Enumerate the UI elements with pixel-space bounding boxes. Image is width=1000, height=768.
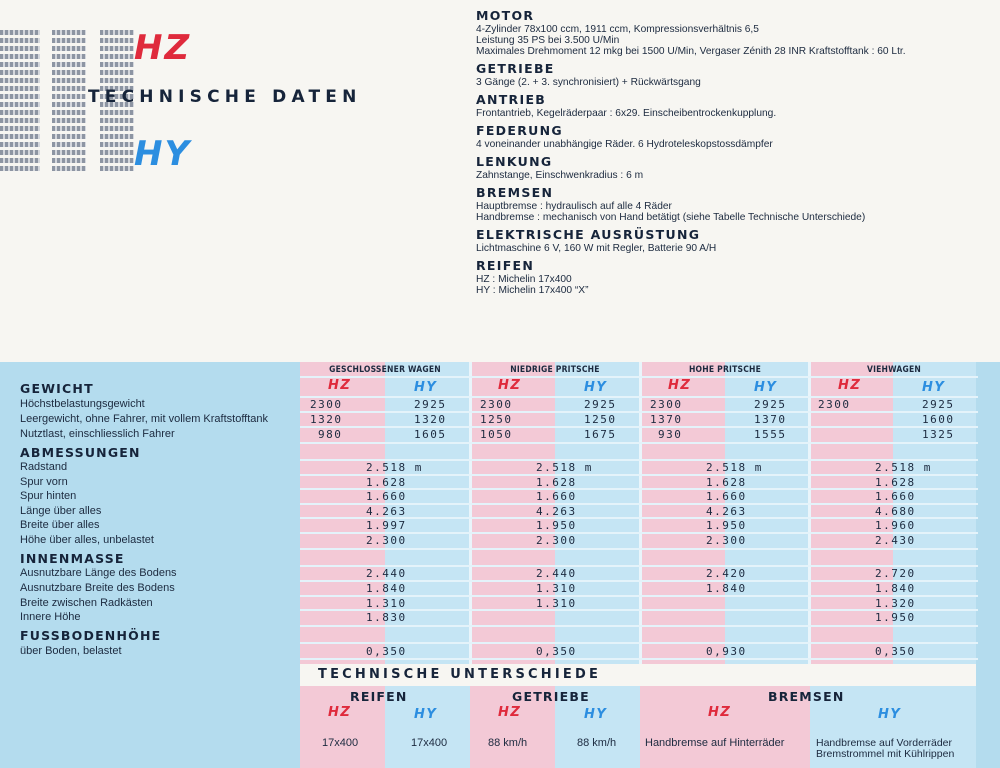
table-cell: 1370	[754, 413, 787, 426]
hz-label: HZ	[838, 378, 862, 393]
logo-stripe	[52, 118, 86, 123]
logo-stripe	[100, 118, 134, 123]
hy-label: HY	[922, 380, 946, 395]
spec-line: 3 Gänge (2. + 3. synchronisiert) + Rückwärtsgang	[476, 77, 701, 88]
table-cell: 1.950	[536, 519, 577, 532]
table-cell: 1.960	[875, 519, 916, 532]
table-cell: 0,350	[536, 645, 577, 658]
logo-stripe	[52, 142, 86, 147]
logo-stripe	[52, 30, 86, 35]
spec-getriebe	[476, 60, 996, 88]
row-label: Breite zwischen Radkästen	[20, 597, 153, 609]
spec-line: Handbremse : mechanisch von Hand betätigt (siehe Tabelle Technische Unterschiede)	[476, 212, 866, 223]
table-cell: 2925	[414, 398, 447, 411]
logo-stripe	[100, 38, 134, 43]
diff-value: 88 km/h	[577, 737, 617, 749]
table-cell: 2300	[818, 398, 851, 411]
specs-section	[476, 4, 996, 296]
hz-label: HZ	[498, 705, 522, 720]
column-header: GESCHLOSSENER WAGEN	[329, 365, 441, 375]
row-label: Höhe über alles, unbelastet	[20, 534, 154, 546]
table-cell: 930	[658, 428, 683, 441]
table-cell: 980	[318, 428, 343, 441]
table-cell: 2.430	[875, 534, 916, 547]
table-cell: 1.660	[366, 490, 407, 503]
data-table	[0, 362, 1000, 768]
logo-stripe	[0, 62, 40, 67]
row-label: Länge über alles	[20, 505, 102, 517]
logo-stripe	[0, 38, 40, 43]
table-cell: 2300	[480, 398, 513, 411]
table-cell: 4.263	[706, 505, 747, 518]
table-cell: 1.660	[875, 490, 916, 503]
row-label: Breite über alles	[20, 519, 100, 531]
table-cell: 1.840	[706, 582, 747, 595]
row-line	[300, 411, 978, 413]
row-line	[300, 658, 978, 660]
hy-label: HY	[414, 380, 438, 395]
table-cell: 0,350	[366, 645, 407, 658]
logo-stripe	[0, 166, 40, 171]
table-cell: 4.263	[366, 505, 407, 518]
table-cell: 0,930	[706, 645, 747, 658]
spec-heading: BREMSEN	[476, 185, 554, 200]
hy-label: HY	[584, 380, 608, 395]
row-label: Spur vorn	[20, 476, 68, 488]
logo-stripe	[100, 150, 134, 155]
diff-value: Handbremse auf Hinterräder	[645, 737, 785, 749]
logo-stripe	[52, 62, 86, 67]
table-cell: 2.300	[706, 534, 747, 547]
table-cell: 1320	[310, 413, 343, 426]
table-cell: 1.950	[706, 519, 747, 532]
spec-heading: MOTOR	[476, 8, 535, 23]
table-cell: 1.310	[536, 597, 577, 610]
row-label: Höchstbelastungsgewicht	[20, 398, 145, 410]
spec-line: Hauptbremse : hydraulisch auf alle 4 Räder	[476, 201, 672, 212]
table-cell: 1.840	[366, 582, 407, 595]
table-cell: 1370	[650, 413, 683, 426]
table-cell: 1.310	[536, 582, 577, 595]
table-cell: 2.300	[366, 534, 407, 547]
logo-stripe	[100, 62, 134, 67]
table-cell: 1675	[584, 428, 617, 441]
logo-stripe	[0, 150, 40, 155]
hz-label: HZ	[498, 378, 522, 393]
logo-stripe	[100, 158, 134, 163]
diff-value: Handbremse auf Vorderräder	[816, 737, 952, 749]
table-cell: 1605	[414, 428, 447, 441]
diff-heading-bremsen: BREMSEN	[768, 689, 845, 704]
logo-stripe	[100, 142, 134, 147]
logo-stripe	[0, 102, 40, 107]
table-cell: 1.628	[706, 476, 747, 489]
column-header: NIEDRIGE PRITSCHE	[510, 365, 600, 375]
logo-stripe	[52, 46, 86, 51]
table-cell: 1.950	[875, 611, 916, 624]
row-label: Spur hinten	[20, 490, 77, 502]
row-line	[300, 625, 978, 627]
table-cell: 1.660	[536, 490, 577, 503]
logo-stripe	[52, 126, 86, 131]
row-label: Nutztlast, einschliesslich Fahrer	[20, 428, 175, 440]
table-cell: 2.720	[875, 567, 916, 580]
logo-stripe	[0, 54, 40, 59]
column-separator	[808, 362, 811, 666]
logo-stripe	[52, 94, 86, 99]
spec-heading: GETRIEBE	[476, 61, 555, 76]
logo-stripe	[100, 134, 134, 139]
spec-line: Leistung 35 PS bei 3.500 U/Min	[476, 35, 620, 46]
row-label: Ausnutzbare Länge des Bodens	[20, 567, 177, 579]
logo-stripe	[52, 166, 86, 171]
logo-stripe	[52, 150, 86, 155]
spec-line: HY : Michelin 17x400 “X”	[476, 285, 589, 296]
logo-stripe	[100, 70, 134, 75]
logo-stripe	[100, 30, 134, 35]
spec-antrieb	[476, 91, 996, 119]
row-line	[300, 548, 978, 550]
table-cell: 1.660	[706, 490, 747, 503]
differences-title: TECHNISCHE UNTERSCHIEDE	[318, 667, 602, 682]
row-line	[300, 376, 978, 378]
logo-stripe	[0, 78, 40, 83]
section-heading-floor: FUSSBODENHÖHE	[20, 628, 162, 643]
column-separator	[639, 362, 642, 666]
logo-stripe	[52, 102, 86, 107]
logo-stripe	[52, 110, 86, 115]
diff-heading-reifen: REIFEN	[350, 689, 408, 704]
section-heading-weight: GEWICHT	[20, 381, 94, 396]
spec-line: HZ : Michelin 17x400	[476, 274, 572, 285]
logo-stripe	[0, 46, 40, 51]
logo-stripe	[0, 142, 40, 147]
spec-line: Zahnstange, Einschwenkradius : 6 m	[476, 170, 644, 181]
logo-stripe	[52, 70, 86, 75]
table-cell: 4.680	[875, 505, 916, 518]
logo-stripe	[0, 118, 40, 123]
table-cell: 2.518 m	[536, 461, 593, 474]
table-cell: 1.997	[366, 519, 407, 532]
logo-stripe	[52, 54, 86, 59]
spec-line: Maximales Drehmoment 12 mkg bei 1500 U/Min, Vergaser Zénith 28 INR Kraftstofftank : 60 Ltr.	[476, 46, 906, 57]
row-line	[300, 426, 978, 428]
spec-heading: REIFEN	[476, 258, 535, 273]
hy-label: HY	[878, 707, 902, 722]
table-cell: 2.518 m	[875, 461, 932, 474]
row-label: Ausnutzbare Breite des Bodens	[20, 582, 175, 594]
table-cell: 1.628	[536, 476, 577, 489]
logo-stripe	[100, 110, 134, 115]
logo-stripe	[0, 110, 40, 115]
table-cell: 2925	[922, 398, 955, 411]
diff-value: 17x400	[322, 737, 359, 749]
section-heading-interior: INNENMASSE	[20, 551, 125, 566]
diff-value: Bremstrommel mit Kühlrippen	[816, 748, 955, 760]
table-cell: 1250	[480, 413, 513, 426]
diff-value: 17x400	[411, 737, 448, 749]
table-cell: 1.628	[366, 476, 407, 489]
table-cell: 1325	[922, 428, 955, 441]
logo-stripe	[0, 134, 40, 139]
table-cell: 1.320	[875, 597, 916, 610]
hz-label: HZ	[328, 705, 352, 720]
spec-heading: FEDERUNG	[476, 123, 563, 138]
column-header: HOHE PRITSCHE	[688, 365, 762, 375]
table-cell: 1.310	[366, 597, 407, 610]
table-cell: 0,350	[875, 645, 916, 658]
spec-federung	[476, 122, 996, 150]
table-cell: 2300	[310, 398, 343, 411]
hy-label: HY	[584, 707, 608, 722]
table-cell: 1.628	[875, 476, 916, 489]
table-cell: 1050	[480, 428, 513, 441]
hz-label: HZ	[708, 705, 732, 720]
table-cell: 1.840	[875, 582, 916, 595]
table-cell: 2925	[584, 398, 617, 411]
logo-stripe	[0, 126, 40, 131]
table-cell: 2.440	[366, 567, 407, 580]
spec-motor	[476, 7, 996, 57]
spec-reifen	[476, 257, 996, 296]
spec-line: 4-Zylinder 78x100 ccm, 1911 ccm, Kompressionsverhältnis 6,5	[476, 24, 759, 35]
row-line	[300, 442, 978, 444]
logo-stripe	[52, 134, 86, 139]
table-cell: 2.518 m	[366, 461, 423, 474]
logo-stripe	[0, 30, 40, 35]
row-line	[300, 642, 978, 644]
table-cell: 2.300	[536, 534, 577, 547]
logo-stripe	[0, 94, 40, 99]
logo-stripe	[0, 158, 40, 163]
hz-label: HZ	[668, 378, 692, 393]
table-cell: 1600	[922, 413, 955, 426]
table-cell: 1555	[754, 428, 787, 441]
spec-line: 4 voneinander unabhängige Räder. 6 Hydroteleskopstossdämpfer	[476, 139, 773, 150]
table-cell: 2.440	[536, 567, 577, 580]
column-header: VIEHWAGEN	[866, 365, 922, 375]
table-cell: 2.420	[706, 567, 747, 580]
spec-line: Frontantrieb, Kegelräderpaar : 6x29. Einscheibentrockenkupplung.	[476, 108, 777, 119]
logo-stripe	[0, 86, 40, 91]
logo-stripe	[0, 70, 40, 75]
table-cell: 1320	[414, 413, 447, 426]
diff-heading-getriebe: GETRIEBE	[512, 689, 590, 704]
logo-hy: HY	[134, 134, 192, 174]
row-label: Innere Höhe	[20, 611, 81, 623]
row-line	[300, 396, 978, 398]
table-cell: 2.518 m	[706, 461, 763, 474]
logo-stripe	[52, 38, 86, 43]
spec-heading: LENKUNG	[476, 154, 553, 169]
table-cell: 4.263	[536, 505, 577, 518]
row-label: Radstand	[20, 461, 68, 473]
spec-heading: ANTRIEB	[476, 92, 547, 107]
spec-bremsen	[476, 184, 996, 223]
logo-stripe	[100, 126, 134, 131]
hz-label: HZ	[328, 378, 352, 393]
spec-heading: ELEKTRISCHE AUSRÜSTUNG	[476, 227, 701, 242]
logo-stripe	[52, 158, 86, 163]
spec-lenkung	[476, 153, 996, 181]
logo-stripe	[100, 54, 134, 59]
row-label: über Boden, belastet	[20, 645, 122, 657]
logo-stripe	[100, 46, 134, 51]
spec-elektrik	[476, 226, 996, 254]
hy-label: HY	[754, 380, 778, 395]
table-cell: 1250	[584, 413, 617, 426]
column-separator	[469, 362, 472, 666]
hy-label: HY	[414, 707, 438, 722]
diff-value: 88 km/h	[488, 737, 528, 749]
section-heading-dimensions: ABMESSUNGEN	[20, 445, 141, 460]
logo-stripe	[52, 86, 86, 91]
page-title: TECHNISCHE DATEN	[88, 87, 362, 107]
row-label: Leergewicht, ohne Fahrer, mit vollem Kraftstofftank	[20, 413, 269, 425]
table-cell: 1.830	[366, 611, 407, 624]
spec-line: Lichtmaschine 6 V, 160 W mit Regler, Batterie 90 A/H	[476, 243, 717, 254]
table-cell: 2300	[650, 398, 683, 411]
logo-hz: HZ	[134, 28, 192, 68]
table-cell: 2925	[754, 398, 787, 411]
logo-stripe	[52, 78, 86, 83]
logo-stripe	[100, 166, 134, 171]
logo-stripe	[100, 78, 134, 83]
